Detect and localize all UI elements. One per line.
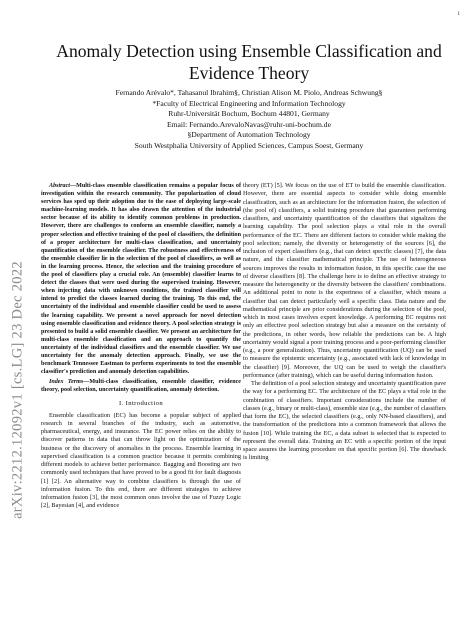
abstract [41, 182, 241, 376]
section-heading-introduction: I. Introduction [118, 400, 164, 408]
arxiv-stamp [7, 160, 29, 620]
author-block [40, 88, 458, 152]
affiliation-university-2: South Westphalia University of Applied Sciences, Campus Soest, Germany [134, 140, 364, 150]
arxiv-stamp-text: arXiv:2212.12092v1 [cs.LG] 23 Dec 2022 [9, 261, 26, 519]
affiliation-faculty: *Faculty of Electrical Engineering and Information Technology [152, 98, 346, 108]
left-column [41, 182, 241, 511]
index-terms-lead: Index Terms [49, 379, 84, 386]
affiliation-university: Ruhr-Universität Bochum, Bochum 44801, Germany [168, 109, 330, 119]
author-names: Fernando Arévalo*, Tahasanul Ibrahim§, Christian Alison M. Piolo, Andreas Schwung§ [115, 88, 383, 97]
index-terms [41, 378, 241, 394]
right-column [243, 182, 446, 463]
paper-title: Anomaly Detection using Ensemble Classification and Evidence Theory [56, 41, 442, 83]
intro-paragraph-1: Ensemble classification (EC) has become a popular subject of applied research in several branches of the industry, such as automotive, pharmaceutical, energy, and insurance. The EC power relies on the ability to discover patterns in data that can throw light on the optimization of the business or the discovery of anomalies in the process. Ensemble learning in supervised classification is a common practice because it permits combining different models to achieve better performance. Bagging and Boosting are two commonly used techniques that have proved to be a good fit for fault diagnosis [1] [2]. An alternative way to combine classifiers is through the use of information fusion. To this end, there are different strategies to achieve information fusion [3], the most common ones involve the use of Fuzzy Logic [2], Bayesian [4], and evidence [41, 411, 241, 510]
author-email: Email: Fernando.ArevaloNavas@ruhr-uni-bochum.de [167, 119, 331, 129]
abstract-text: —Multi-class ensemble classification remains a popular focus of investigation within the research community. The popularization of cloud services has sped up their adoption due to the ease of deploying large-scale machine-learning models. It has also drawn the attention of the industrial sector because of its ability to identify common problems in production. However, there are challenges to conform an ensemble classifier, namely a proper selection and effective training of the pool of classifiers, the definition of a proper architecture for multi-class classification, and uncertainty quantification of the ensemble classifier. The robustness and effectiveness of the ensemble classifier lie in the selection of the pool of classifiers, as well as in the learning process. Hence, the selection and the training procedure of the pool of classifiers play a crucial role. An (ensemble) classifier learns to detect the classes that were used during the supervised training. However, when injecting data with unknown conditions, the trained classifier will intend to predict the classes learned during the training. To this end, the uncertainty of the individual and ensemble classifier could be used to assess the learning capability. We present a novel approach for novel detection using ensemble classification and evidence theory. A pool selection strategy is presented to build a solid ensemble classifier. We present an architecture for multi-class ensemble classification and an approach to quantify the uncertainty of the individual classifiers and the ensemble classifier. We use uncertainty for the anomaly detection approach. Finally, we use the benchmark Tennessee Eastman to perform experiments to test the ensemble classifier's prediction and anomaly detection capabilities. [41, 183, 241, 376]
right-paragraph-1: theory (ET) [5]. We focus on the use of ET to build the ensemble classification. However, there are essential aspects to consider while doing ensemble classification, such as an architecture for the information fusion, the selection of (the pool of) classifiers, a solid training procedure that guarantees performing classifiers, and uncertainty quantification of the classifiers that signalizes the learning capability. The pool selection plays a vital role in the overall performance of the EC. There are different factors to consider while making the pool selection; namely, the diversity or heterogeneity of the sources [6], the inclusion of expert classifiers (e.g., that can detect specific classes) [7], the data nature, and the classifier mathematical principle. The use of heterogeneous sources improves the results in information fusion, in this specific case the use of diverse classifiers [8]. The challenge here is to define an effective strategy to measure the heterogeneity or the diversity between the classifiers' combinations. An additional point to note is the expertness of a classifier, which means a classifier that can detect particularly well a specific class. Data nature and the mathematical principle are prior considerations during the selection of the pool, which in most cases involves expert knowledge. A performing EC requires not only an effective pool selection strategy but also a measure on the certainty of the predictions, in other words, how reliable the predictions can be. A high uncertainty would signal a poor training process and a poor-performing classifier (e.g., a poor generalization). Thus, uncertainty quantification (UQ) can be used to measure the epistemic uncertainty (e.g., associated with lack of knowledge in the classifier) [9]. Moreover, the UQ can be used to weigh the classifier's performance (after training), which can be useful during information fusion. [243, 182, 446, 379]
page-number: 1 [457, 12, 460, 17]
index-terms-text: —Multi-class classification, ensemble classifier, evidence theory, pool selection, uncertainty quantification, anomaly detection. [41, 379, 241, 394]
abstract-lead: Abstract [49, 183, 70, 189]
affiliation-department: §Department of Automation Technology [187, 130, 311, 140]
right-paragraph-2: The definition of a pool selection strategy and uncertainty quantification pave the way for a performing EC. The architecture of the EC plays a vital role in the combination of classifiers. Important considerations include the number of classes (e.g., binary or multi-class), ensemble size (e.g., the number of classifiers that form the EC), the selected classifiers (e.g., only NN-based classifiers), and the transformation of the predictions into a common framework that allows the fusion [10]. While training the EC, a data subset is selected that is expected to represent the overall data. Training an EC with a specific portion of the input space assures the learning procedure on that specific portion [6]. The drawback is limiting [243, 380, 446, 462]
